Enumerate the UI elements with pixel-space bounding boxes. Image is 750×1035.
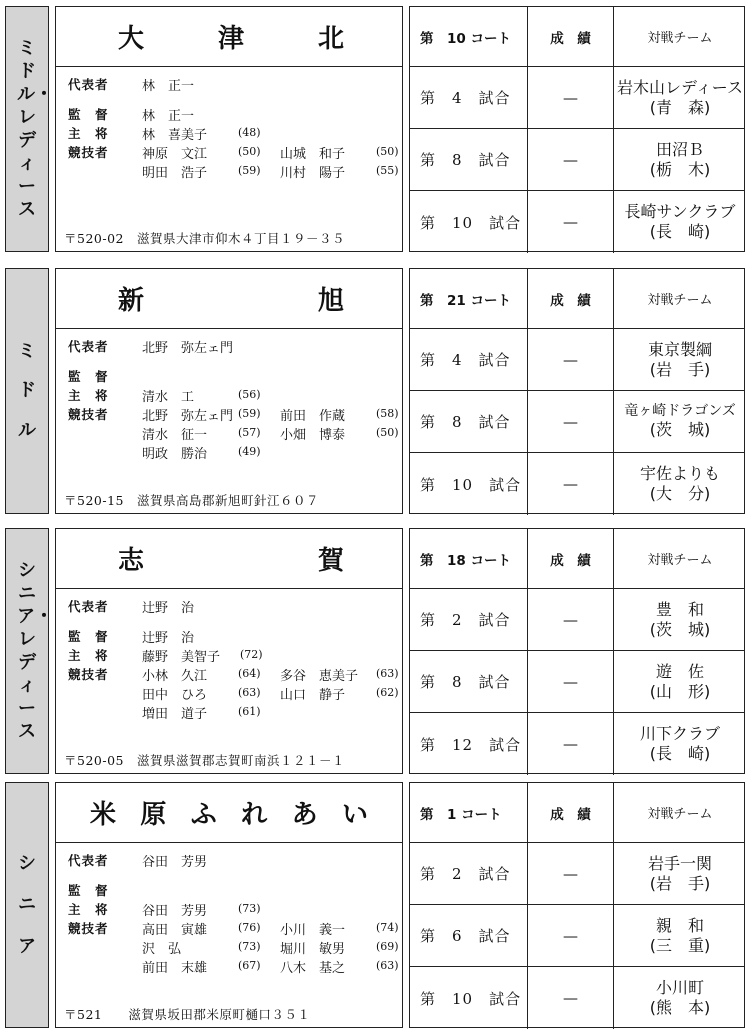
opponent: 宇佐よりも (大 分): [639, 464, 720, 503]
opponent: 長崎サンクラブ (長 崎): [624, 202, 736, 241]
match-row: [410, 391, 744, 453]
match-result: —: [528, 713, 614, 775]
rep-label: 代表者: [68, 599, 109, 614]
match-row: [410, 589, 744, 651]
player-age: (61): [238, 705, 261, 718]
result-header: 成 績: [528, 529, 614, 588]
players-label: 競技者: [68, 921, 109, 936]
match-row: [410, 329, 744, 391]
team-address: 〒520-05 滋賀県滋賀郡志賀町南浜１２１－１: [64, 753, 345, 768]
captain-name: 林 喜美子: [142, 128, 208, 143]
match-number: 第 4 試合: [410, 329, 528, 390]
player-age: (63): [376, 959, 399, 972]
match-number: 第 10 試合: [410, 967, 528, 1029]
opponent: 豊 和 (茨 城): [649, 599, 711, 639]
team-info-panel: [55, 782, 403, 1028]
match-row: [410, 967, 744, 1029]
opponent: 岩手一関 (岩 手): [647, 853, 712, 893]
rep-label: 代表者: [68, 853, 109, 868]
opponent: 東京製綱 (岩 手): [647, 339, 712, 379]
match-row: [410, 651, 744, 713]
result-header: 成 績: [528, 269, 614, 328]
match-result: —: [528, 967, 614, 1029]
player-age: (59): [238, 407, 261, 420]
match-schedule: [409, 782, 745, 1028]
match-row: [410, 191, 744, 253]
rep-label: 代表者: [68, 77, 109, 92]
match-result: —: [528, 67, 614, 128]
match-number: 第 10 試合: [410, 191, 528, 253]
coach-label: 監 督: [68, 369, 109, 384]
player-age: (76): [238, 921, 261, 934]
match-schedule: [409, 268, 745, 514]
player-name: 田中 ひろ: [142, 688, 208, 703]
player-age: (50): [376, 145, 399, 158]
result-header: 成 績: [528, 7, 614, 66]
team-address: 〒520-15 滋賀県高島郡新旭町針江６０７: [64, 493, 319, 508]
match-row: [410, 843, 744, 905]
coach-label: 監 督: [68, 107, 109, 122]
player-age: (50): [238, 145, 261, 158]
player-age: (50): [376, 426, 399, 439]
rep-name: 北野 弥左ェ門: [142, 341, 234, 356]
players-label: 競技者: [68, 667, 109, 682]
match-number: 第 4 試合: [410, 67, 528, 128]
court-label: 第 10 コート: [410, 7, 528, 66]
player-age: (58): [376, 407, 399, 420]
match-number: 第 2 試合: [410, 589, 528, 650]
rep-name: 林 正一: [142, 79, 195, 94]
match-result: —: [528, 329, 614, 390]
captain-age: (72): [240, 648, 263, 661]
team-name: 米 原 ふ れ あ い: [56, 783, 402, 843]
captain-name: 清水 工: [142, 390, 195, 405]
team-block-otsukita: [5, 6, 745, 252]
player-name: 神原 文江: [142, 147, 208, 162]
players-label: 競技者: [68, 145, 109, 160]
member-list: [56, 67, 402, 251]
court-label: 第 21 コート: [410, 269, 528, 328]
match-number: 第 6 試合: [410, 905, 528, 966]
coach-name: 林 正一: [142, 109, 195, 124]
team-name: 志 賀: [56, 529, 402, 589]
coach-label: 監 督: [68, 883, 109, 898]
opponent-header: 対戦チーム: [647, 807, 713, 822]
captain-age: (48): [238, 126, 261, 139]
player-age: (62): [376, 686, 399, 699]
opponent: 田沼Ｂ (栃 木): [649, 139, 711, 179]
captain-name: 藤野 美智子: [142, 650, 221, 665]
team-info-panel: [55, 528, 403, 774]
players-label: 競技者: [68, 407, 109, 422]
opponent: 小川町 (熊 本): [649, 978, 711, 1017]
match-result: —: [528, 651, 614, 712]
match-number: 第 2 試合: [410, 843, 528, 904]
player-name: 増田 道子: [142, 707, 208, 722]
player-name: 高田 寅雄: [142, 923, 208, 938]
court-label: 第 18 コート: [410, 529, 528, 588]
captain-age: (56): [238, 388, 261, 401]
match-schedule: [409, 6, 745, 252]
team-name: 大 津 北: [56, 7, 402, 67]
captain-label: 主 将: [68, 648, 109, 663]
player-name: 清水 征一: [142, 428, 208, 443]
player-age: (73): [238, 940, 261, 953]
player-name: 多谷 恵美子: [280, 669, 359, 684]
opponent: 親 和 (三 重): [649, 915, 711, 955]
match-result: —: [528, 391, 614, 452]
opponent-header: 対戦チーム: [647, 553, 713, 568]
player-name: 小川 義一: [280, 923, 346, 938]
match-row: [410, 129, 744, 191]
team-address: 〒521 滋賀県坂田郡米原町樋口３５１: [64, 1007, 311, 1022]
player-name: 山口 静子: [280, 688, 346, 703]
rep-name: 辻野 治: [142, 601, 195, 616]
player-name: 北野 弥左ェ門: [142, 409, 234, 424]
player-name: 川村 陽子: [280, 166, 346, 181]
match-result: —: [528, 191, 614, 253]
team-info-panel: [55, 6, 403, 252]
player-name: 前田 作蔵: [280, 409, 346, 424]
opponent: 岩木山レディース (青 森): [617, 77, 743, 117]
match-result: —: [528, 843, 614, 904]
opponent: 遊 佐 (山 形): [649, 661, 711, 701]
match-row: [410, 713, 744, 775]
coach-name: 辻野 治: [142, 631, 195, 646]
match-number: 第 12 試合: [410, 713, 528, 775]
captain-label: 主 将: [68, 388, 109, 403]
rep-label: 代表者: [68, 339, 109, 354]
player-age: (59): [238, 164, 261, 177]
match-schedule: [409, 528, 745, 774]
member-list: [56, 843, 402, 1027]
category-label: シニア・レディース: [5, 528, 49, 774]
team-name: 新 旭: [56, 269, 402, 329]
player-age: (67): [238, 959, 261, 972]
player-age: (74): [376, 921, 399, 934]
player-name: 堀川 敏男: [280, 942, 346, 957]
team-block-shinasahi: [5, 268, 745, 514]
match-result: —: [528, 129, 614, 190]
player-age: (63): [238, 686, 261, 699]
category-label: シニア: [5, 782, 49, 1028]
opponent: 竜ヶ崎ドラゴンズ (茨 城): [624, 402, 736, 440]
opponent: 川下クラブ (長 崎): [639, 724, 720, 763]
match-number: 第 8 試合: [410, 651, 528, 712]
player-age: (57): [238, 426, 261, 439]
player-name: 八木 基之: [280, 961, 346, 976]
match-number: 第 8 試合: [410, 129, 528, 190]
match-number: 第 8 試合: [410, 391, 528, 452]
team-address: 〒520-02 滋賀県大津市仰木４丁目１９－３５: [64, 231, 345, 246]
player-name: 明田 浩子: [142, 166, 208, 181]
captain-label: 主 将: [68, 902, 109, 917]
player-age: (63): [376, 667, 399, 680]
member-list: [56, 589, 402, 773]
player-name: 前田 末雄: [142, 961, 208, 976]
court-label: 第 1 コート: [410, 783, 528, 842]
captain-label: 主 将: [68, 126, 109, 141]
player-name: 小林 久江: [142, 669, 208, 684]
match-result: —: [528, 905, 614, 966]
rep-name: 谷田 芳男: [142, 855, 208, 870]
player-age: (64): [238, 667, 261, 680]
match-number: 第 10 試合: [410, 453, 528, 515]
result-header: 成 績: [528, 783, 614, 842]
opponent-header: 対戦チーム: [647, 31, 713, 46]
captain-name: 谷田 芳男: [142, 904, 208, 919]
player-name: 小畑 博泰: [280, 428, 346, 443]
player-name: 明政 勝治: [142, 447, 208, 462]
player-age: (55): [376, 164, 399, 177]
player-name: 山城 和子: [280, 147, 346, 162]
player-age: (69): [376, 940, 399, 953]
match-row: [410, 67, 744, 129]
match-row: [410, 905, 744, 967]
player-name: 沢 弘: [142, 942, 182, 957]
team-info-panel: [55, 268, 403, 514]
category-label: ミドル: [5, 268, 49, 514]
match-result: —: [528, 589, 614, 650]
team-block-maibara-fureai: [5, 782, 745, 1028]
team-block-shiga: [5, 528, 745, 774]
player-age: (49): [238, 445, 261, 458]
opponent-header: 対戦チーム: [647, 293, 713, 308]
captain-age: (73): [238, 902, 261, 915]
match-result: —: [528, 453, 614, 515]
member-list: [56, 329, 402, 513]
category-label: ミドル・レディース: [5, 6, 49, 252]
match-row: [410, 453, 744, 515]
coach-label: 監 督: [68, 629, 109, 644]
